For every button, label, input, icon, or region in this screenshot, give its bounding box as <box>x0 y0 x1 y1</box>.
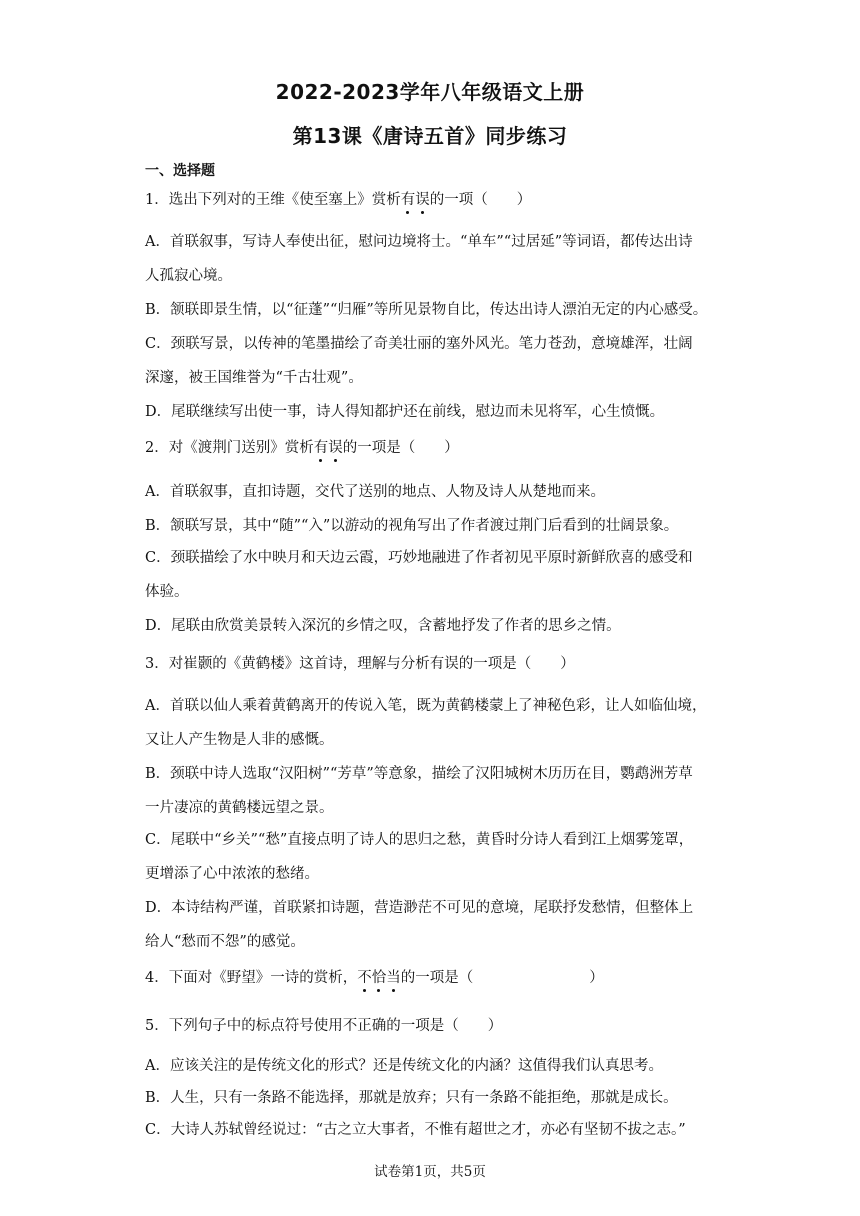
question-5-text: 5．下列句子中的标点符号使用不正确的一项是 <box>145 1018 445 1034</box>
answer-blank: （ ） <box>444 1018 503 1034</box>
question-4-text: 4．下面对《野望》一诗的赏析， <box>145 970 358 986</box>
option-d: D．尾联继续写出使一事，诗人得知都护还在前线，慰边而未见将军，心生愤慨。 <box>145 404 665 420</box>
option-c: C．大诗人苏轼曾经说过：“古之立大事者，不惟有超世之才，亦必有坚韧不拔之志。” <box>145 1122 686 1138</box>
option-b: B．人生，只有一条路不能选择，那就是放弃；只有一条路不能拒绝，那就是成长。 <box>145 1090 678 1106</box>
emphasis-dot-char: 当 <box>386 966 401 987</box>
option-b: B．颔联写景，其中“随”“入”以游动的视角写出了作者渡过荆门后看到的壮阔景象。 <box>145 518 679 534</box>
option-b: B．颔联即景生情，以“征蓬”“归雁”等所见景物自比，传达出诗人漂泊无定的内心感受。 <box>145 302 708 318</box>
option-a: A．首联叙事，写诗人奉使出征，慰问边境将士。“单车”“过居延”等词语，都传达出诗 <box>145 234 693 250</box>
question-4-text-end: 的一项是 <box>400 970 459 986</box>
question-2-stem <box>145 436 459 457</box>
question-1-stem <box>145 188 531 209</box>
option-a: A．首联叙事，直扣诗题，交代了送别的地点、人物及诗人从楚地而来。 <box>145 484 605 500</box>
emphasis-dot-char: 误 <box>328 436 343 457</box>
option-d-continued: 给人“愁而不怨”的感觉。 <box>145 934 305 950</box>
option-d: D．尾联由欣赏美景转入深沉的乡情之叹，含蓄地抒发了作者的思乡之情。 <box>145 618 621 634</box>
emphasis-dot-char: 不 <box>357 966 372 987</box>
option-c-continued: 深邃，被王国维誉为“千古壮观”。 <box>145 370 363 386</box>
emphasis-dot-char: 恰 <box>372 966 387 987</box>
option-d: D．本诗结构严谨，首联紧扣诗题，营造渺茫不可见的意境，尾联抒发愁情，但整体上 <box>145 900 694 916</box>
option-a: A．应该关注的是传统文化的形式？还是传统文化的内涵？这值得我们认真思考。 <box>145 1058 663 1074</box>
option-b: B．颈联中诗人选取“汉阳树”“芳草”等意象，描绘了汉阳城树木历历在目，鹦鹉洲芳草 <box>145 766 693 782</box>
emphasis-dot-char: 误 <box>415 188 430 209</box>
option-c: C．尾联中“乡关”“愁”直接点明了诗人的思归之愁，黄昏时分诗人看到江上烟雾笼罩， <box>145 832 694 848</box>
emphasis-dot-char: 有 <box>401 188 416 209</box>
question-1-text-end: 的一项 <box>429 192 474 208</box>
option-c: C．颈联写景，以传神的笔墨描绘了奇美壮丽的塞外风光。笔力苍劲，意境雄浑，壮阔 <box>145 336 693 352</box>
option-c-continued: 体验。 <box>145 584 189 600</box>
answer-blank: （ ） <box>400 440 459 456</box>
answer-blank: （ ） <box>516 656 575 672</box>
question-4-stem <box>145 966 604 987</box>
document-subtitle: 第13课《唐诗五首》同步练习 <box>292 124 568 148</box>
question-1-text: 1．选出下列对的王维《使至塞上》赏析 <box>145 192 401 208</box>
page-footer: 试卷第1页，共5页 <box>374 1164 486 1180</box>
option-a-continued: 人孤寂心境。 <box>145 268 232 284</box>
question-5-stem <box>145 1014 502 1035</box>
question-3-text: 3．对崔颢的《黄鹤楼》这首诗，理解与分析有误的一项是 <box>145 656 517 672</box>
document-title: 2022-2023学年八年级语文上册 <box>275 80 585 104</box>
option-a-continued: 又让人产生物是人非的感慨。 <box>145 732 334 748</box>
question-2-text-end: 的一项是 <box>342 440 401 456</box>
option-c: C．颈联描绘了水中映月和天边云霞，巧妙地融进了作者初见平原时新鲜欣喜的感受和 <box>145 550 693 566</box>
question-2-text: 2．对《渡荆门送别》赏析 <box>145 440 314 456</box>
option-b-continued: 一片凄凉的黄鹤楼远望之景。 <box>145 800 334 816</box>
question-3-stem <box>145 652 575 673</box>
option-c-continued: 更增添了心中浓浓的愁绪。 <box>145 866 319 882</box>
option-a: A．首联以仙人乘着黄鹤离开的传说入笔，既为黄鹤楼蒙上了神秘色彩，让人如临仙境， <box>145 698 707 714</box>
answer-blank: （ ） <box>473 192 532 208</box>
answer-blank: （ ） <box>458 970 604 986</box>
emphasis-dot-char: 有 <box>314 436 329 457</box>
section-heading: 一、选择题 <box>145 163 215 179</box>
